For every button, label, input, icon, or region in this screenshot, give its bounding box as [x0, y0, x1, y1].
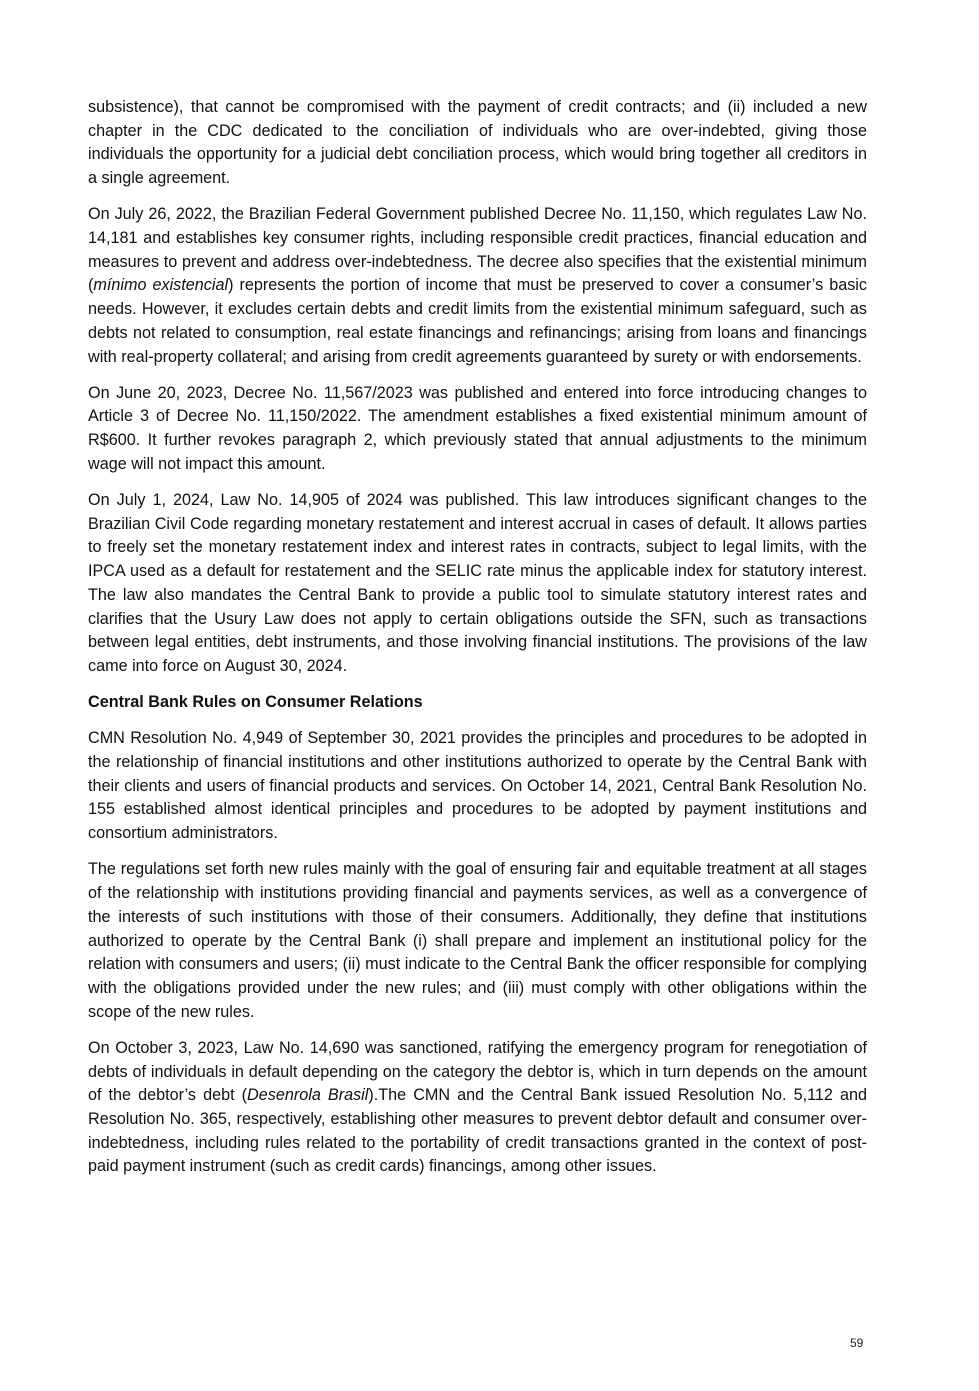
paragraph: subsistence), that cannot be compromised with the payment of credit contracts; and (ii) included a new chapter in the CDC dedicated to the conciliation of individuals who are over-indebted, giving those individuals the opportunity for a judicial debt conciliation process, which would bring together all creditors in a single agreement. [88, 98, 867, 188]
text: ) represents the portion of income that must be preserved to cover a consumer’s basic needs. However, it excludes certain debts and credit limits from the existential minimum safeguard, such as debts not related to consumption, real estate financings and refinancings; arising from loans and financings with real-property collateral; and arising from credit agreements guaranteed by surety or with endorsements. [88, 276, 867, 366]
text: ).The CMN and the Central Bank issued Resolution No. 5,112 and Resolution No. 365, respectively, establishing other measures to prevent debtor default and consumer over-indebtedness, including rules related to the portability of credit transactions granted in the context of post-paid payment instrument (such as credit cards) financings, among other issues. [88, 1086, 867, 1176]
section-heading: Central Bank Rules on Consumer Relations [88, 693, 423, 712]
italic-term: mínimo existencial [93, 276, 229, 295]
text: On October 3, 2023, Law No. 14,690 was sanctioned, ratifying the emergency program for renegotiation of debts of individuals in default depending on the category the debtor is, which in turn depends on the amount of the debtor’s debt ( [88, 1038, 867, 1105]
paragraph: On June 20, 2023, Decree No. 11,567/2023 was published and entered into force introducing changes to Article 3 of Decree No. 11,150/2022. The amendment establishes a fixed existential minimum amount of R$600. It further revokes paragraph 2, which previously stated that annual adjustments to the minimum wage will not impact this amount. [88, 383, 867, 473]
text: On July 26, 2022, the Brazilian Federal Government published Decree No. 11,150, which regulates Law No. 14,181 and establishes key consumer rights, including responsible credit practices, financial education and measures to prevent and address over-indebtedness. The decree also specifies that the existential minimum ( [88, 205, 867, 295]
italic-term: Desenrola Brasil [247, 1086, 369, 1105]
paragraph: CMN Resolution No. 4,949 of September 30, 2021 provides the principles and procedures to be adopted in the relationship of financial institutions and other institutions authorized to operate by the Central Bank with their clients and users of financial products and services. On October 14, 2021, Central Bank Resolution No. 155 established almost identical principles and procedures to be adopted by payment institutions and consortium administrators. [88, 729, 867, 843]
paragraph [88, 203, 867, 369]
document-body [88, 96, 867, 1192]
page-number: 59 [850, 1336, 864, 1350]
paragraph [88, 1037, 867, 1179]
paragraph: On July 1, 2024, Law No. 14,905 of 2024 was published. This law introduces significant changes to the Brazilian Civil Code regarding monetary restatement and interest accrual in cases of default. It allows parties to freely set the monetary restatement index and interest rates in contracts, subject to legal limits, with the IPCA used as a default for restatement and the SELIC rate minus the applicable index for statutory interest. The law also mandates the Central Bank to provide a public tool to simulate statutory interest rates and clarifies that the Usury Law does not apply to certain obligations outside the SFN, such as transactions between legal entities, debt instruments, and those involving financial institutions. The provisions of the law came into force on August 30, 2024. [88, 491, 867, 675]
paragraph: The regulations set forth new rules mainly with the goal of ensuring fair and equitable treatment at all stages of the relationship with institutions providing financial and payments services, as well as a convergence of the interests of such institutions with those of their consumers. Additionally, they define that institutions authorized to operate by the Central Bank (i) shall prepare and implement an institutional policy for the relation with consumers and users; (ii) must indicate to the Central Bank the officer responsible for complying with the obligations provided under the new rules; and (iii) must comply with other obligations within the scope of the new rules. [88, 860, 867, 1021]
